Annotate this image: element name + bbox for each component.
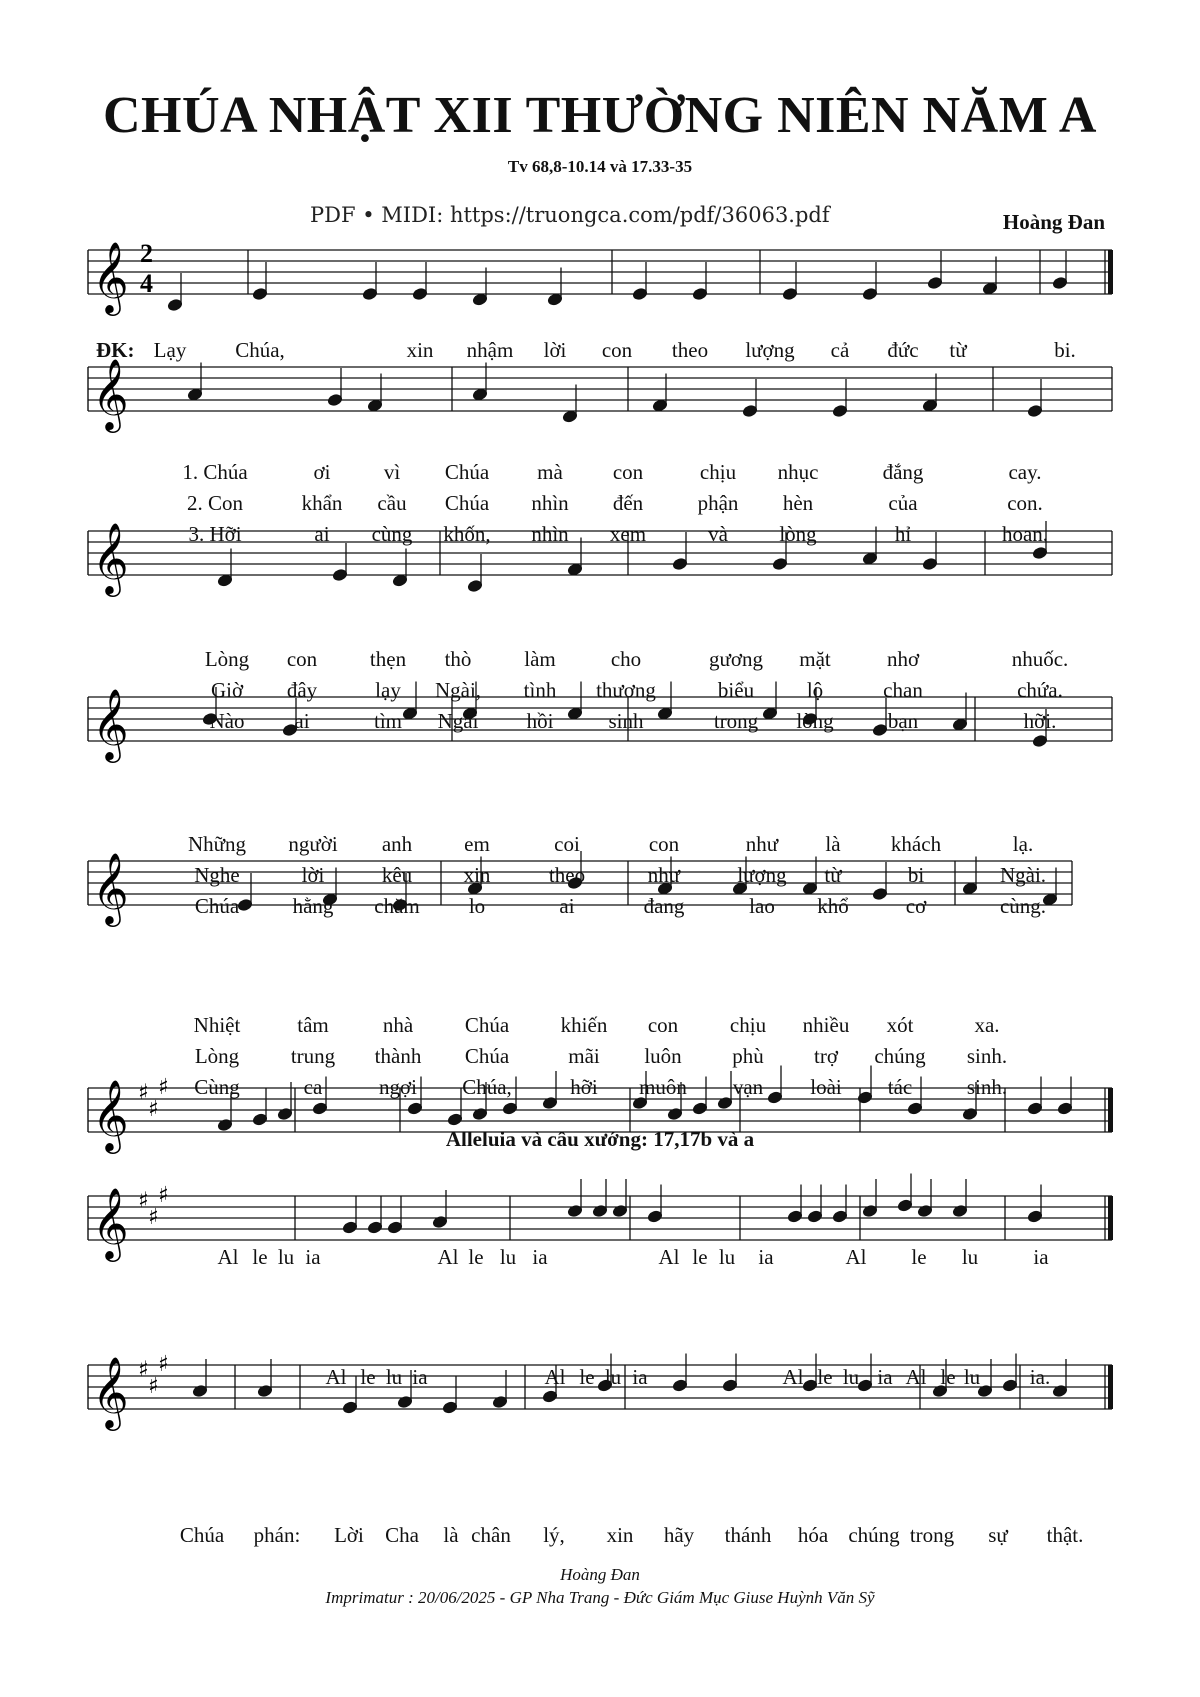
verse-final-lyric: xin [606, 1523, 634, 1547]
alleluia-lyric: lu [718, 1245, 736, 1269]
verse-final-lyric: thật. [1046, 1523, 1084, 1547]
verse-lyric: tình [523, 678, 557, 702]
verse-lyric: cho [610, 647, 642, 671]
verse-lyric: mặt [799, 647, 831, 671]
footer-imprimatur: Imprimatur : 20/06/2025 - GP Nha Trang - Đức Giám Mục Giuse Huỳnh Văn Sỹ [325, 1588, 875, 1607]
verse-lyric: khẩn [301, 491, 343, 515]
refrain-lyric: nhậm [466, 338, 514, 362]
verse-lyric: vạn [732, 1075, 764, 1099]
verse-lyric: xót [886, 1013, 914, 1037]
verse-lyric: hỡi [570, 1075, 598, 1099]
verse-lyric: nhìn [531, 522, 569, 546]
refrain-lyric: con [601, 338, 633, 362]
alleluia-lyric: lu [961, 1245, 979, 1269]
alleluia-lyric: Al [905, 1365, 927, 1389]
verse-lyric: và [708, 522, 728, 546]
refrain-lyric: Chúa, [235, 338, 285, 362]
verse-lyric: lượng [737, 863, 787, 887]
alleluia-lyric: le [252, 1245, 268, 1269]
verse-lyric: chứa. [1017, 678, 1063, 702]
verse-lyric: khổ [817, 894, 849, 918]
alleluia-lyric: le [817, 1365, 833, 1389]
key-sharp: ♯ [148, 1205, 159, 1230]
alleluia-lyric: ia [758, 1245, 774, 1269]
verse-lyric: trung [290, 1044, 336, 1068]
verse-final-lyric: Cha [385, 1523, 419, 1547]
treble-clef: 𝄞 [92, 1355, 129, 1428]
verse-lyric: đang [643, 894, 685, 918]
alleluia-lyric: le [468, 1245, 484, 1269]
refrain-lyric: xin [406, 338, 434, 362]
verse-lyric: loài [810, 1075, 842, 1099]
treble-clef: 𝄞 [92, 851, 129, 924]
verse-lyric: cay. [1008, 460, 1042, 484]
alleluia-lyric: le [911, 1245, 927, 1269]
key-sharp: ♯ [148, 1097, 159, 1122]
alleluia-lyric: ia [412, 1365, 428, 1389]
composer-name: Hoàng Đan [1002, 210, 1105, 234]
alleluia-heading: Alleluia và câu xướng: 17,17b và a [445, 1127, 755, 1151]
verse-lyric: đến [612, 491, 644, 515]
verse-lyric: lao [749, 894, 775, 918]
verse-lyric: xin [463, 863, 491, 887]
verse-lyric: con [647, 1013, 679, 1037]
verse-lyric: gương [709, 647, 763, 671]
verse-lyric: xem [609, 522, 647, 546]
verse-lyric: trong [713, 709, 759, 733]
verse-lyric: nhơ [886, 647, 920, 671]
verse-lyric: hoan. [1001, 522, 1049, 546]
verse-lyric: ơi [313, 460, 331, 484]
verse-lyric: người [288, 832, 338, 856]
key-sharp: ♯ [158, 1183, 169, 1208]
alleluia-lyric: lu [842, 1365, 860, 1389]
verse-lyric: Nghe [194, 863, 240, 887]
time-signature-bottom: 4 [140, 269, 153, 298]
verse-lyric: em [464, 832, 490, 856]
verse-lyric: trợ [814, 1044, 838, 1068]
alleluia-lyric: ia. [1029, 1365, 1051, 1389]
verse-lyric: Nào [209, 709, 245, 733]
verse-lyric: hằng [292, 894, 334, 918]
treble-clef: 𝄞 [92, 1186, 129, 1259]
verse-lyric: hỡi. [1023, 709, 1057, 733]
alleluia-lyric: ia [632, 1365, 648, 1389]
verse-lyric: Chúa, [462, 1075, 512, 1099]
alleluia-lyric: Al [544, 1365, 566, 1389]
verse-lyric: như [647, 863, 681, 887]
verse-lyric: con [648, 832, 680, 856]
verse-lyric: anh [381, 832, 413, 856]
verse-lyric: nhà [382, 1013, 414, 1037]
verse-final-lyric: Chúa [179, 1523, 225, 1547]
verse-lyric: từ [824, 863, 842, 887]
verse-lyric: chịu [729, 1013, 767, 1037]
verse-lyric: Nhiệt [193, 1013, 241, 1037]
verse-lyric: bạn [887, 709, 919, 733]
refrain-marker: ĐK: [96, 338, 135, 362]
verse-final-lyric: chúng [848, 1523, 900, 1547]
verse-lyric: mà [537, 460, 563, 484]
alleluia-lyric: Al [845, 1245, 867, 1269]
verse-lyric: nhục [777, 460, 819, 484]
verse-lyric: xa. [974, 1013, 1000, 1037]
verse-lyric: Cùng [194, 1075, 240, 1099]
verse-lyric: lạ. [1012, 832, 1034, 856]
verse-final-lyric: Lời [334, 1523, 364, 1547]
key-sharp: ♯ [138, 1357, 149, 1383]
footer-author: Hoàng Đan [560, 1565, 640, 1584]
verse-lyric: lòng [779, 522, 817, 546]
alleluia-lyric: Al [782, 1365, 804, 1389]
treble-clef: 𝄞 [92, 1078, 129, 1151]
verse-lyric: khốn, [443, 522, 491, 546]
alleluia-lyric: lu [963, 1365, 981, 1389]
final-barline-thick [1108, 1196, 1113, 1240]
verse-lyric: coi [554, 832, 580, 856]
verse-lyric: tác [887, 1075, 913, 1099]
verse-lyric: kêu [381, 863, 413, 887]
refrain-lyric: bi. [1054, 338, 1076, 362]
verse-lyric: thương [596, 678, 656, 702]
verse-lyric: bi [907, 863, 925, 887]
verse-lyric: nhìn [531, 491, 569, 515]
verse-lyric: theo [548, 863, 586, 887]
alleluia-lyric: Al [217, 1245, 239, 1269]
final-barline-thick [1108, 1365, 1113, 1409]
treble-clef: 𝄞 [92, 240, 129, 313]
verse-lyric: khách [890, 832, 942, 856]
alleluia-lyric: Al [437, 1245, 459, 1269]
verse-lyric: ngợi [379, 1075, 417, 1099]
final-barline-thick [1108, 250, 1113, 294]
refrain-lyric: lượng [745, 338, 795, 362]
verse-lyric: 3. Hỡi [188, 522, 242, 546]
alleluia-lyric: ia [305, 1245, 321, 1269]
verse-lyric: thẹn [369, 647, 407, 671]
verse-lyric: luôn [644, 1044, 682, 1068]
refrain-lyric: lời [543, 338, 567, 362]
verse-lyric: lo [468, 894, 486, 918]
verse-lyric: sinh. [966, 1075, 1008, 1099]
verse-lyric: ca [303, 1075, 323, 1099]
alleluia-lyric: lu [604, 1365, 622, 1389]
refrain-lyric: Lạy [153, 338, 187, 362]
alleluia-lyric: le [579, 1365, 595, 1389]
verse-lyric: phận [697, 491, 739, 515]
verse-lyric: nhiều [802, 1013, 850, 1037]
verse-final-lyric: trong [909, 1523, 955, 1547]
verse-lyric: muôn [639, 1075, 687, 1099]
verse-final-lyric: hóa [797, 1523, 829, 1547]
key-sharp: ♯ [138, 1080, 149, 1106]
treble-clef: 𝄞 [92, 357, 129, 430]
verse-lyric: lạy [375, 678, 401, 702]
verse-lyric: lộ [806, 678, 824, 702]
verse-final-lyric: là [443, 1523, 459, 1547]
alleluia-lyric: le [692, 1245, 708, 1269]
verse-lyric: Ngài [437, 709, 479, 733]
pdf-midi-link[interactable]: PDF • MIDI: https://truongca.com/pdf/36063.pdf [310, 203, 830, 227]
alleluia-lyric: Al [658, 1245, 680, 1269]
verse-lyric: ai [559, 894, 575, 918]
alleluia-lyric: lu [385, 1365, 403, 1389]
alleluia-lyric: lu [499, 1245, 517, 1269]
verse-lyric: cùng. [999, 894, 1047, 918]
verse-lyric: đây [286, 678, 318, 702]
treble-clef: 𝄞 [92, 521, 129, 594]
verse-final-lyric: hãy [663, 1523, 695, 1547]
verse-lyric: cầu [377, 491, 407, 515]
verse-lyric: chăm [374, 894, 420, 918]
verse-final-lyric: lý, [543, 1523, 565, 1547]
final-barline-thick [1108, 1088, 1113, 1132]
key-sharp: ♯ [148, 1374, 159, 1399]
verse-lyric: Ngài, [434, 678, 482, 702]
verse-lyric: con [612, 460, 644, 484]
treble-clef: 𝄞 [92, 687, 129, 760]
verse-lyric: ai [294, 709, 310, 733]
verse-final-lyric: sự [988, 1523, 1008, 1547]
verse-lyric: Giờ [210, 678, 244, 702]
verse-lyric: khiến [560, 1013, 608, 1037]
verse-lyric: sinh [608, 709, 644, 733]
verse-lyric: mãi [568, 1044, 600, 1068]
verse-lyric: sinh. [966, 1044, 1008, 1068]
verse-lyric: hỉ [894, 522, 912, 546]
verse-lyric: tâm [297, 1013, 329, 1037]
key-sharp: ♯ [138, 1188, 149, 1214]
key-sharp: ♯ [158, 1075, 169, 1100]
verse-lyric: lòng [796, 709, 834, 733]
alleluia-lyric: le [940, 1365, 956, 1389]
alleluia-lyric: ia [1033, 1245, 1049, 1269]
verse-lyric: Những [187, 832, 247, 856]
verse-lyric: biểu [717, 678, 755, 702]
refrain-lyric: theo [671, 338, 709, 362]
key-sharp: ♯ [158, 1352, 169, 1377]
alleluia-lyric: Al [325, 1365, 347, 1389]
verse-lyric: vì [383, 460, 401, 484]
time-signature-top: 2 [140, 239, 153, 268]
verse-lyric: chúng [874, 1044, 926, 1068]
verse-final-lyric: phán: [253, 1523, 301, 1547]
verse-lyric: Chúa [464, 1013, 510, 1037]
verse-lyric: lời [301, 863, 325, 887]
verse-lyric: thò [444, 647, 472, 671]
alleluia-lyric: le [360, 1365, 376, 1389]
verse-lyric: cơ [905, 894, 927, 918]
verse-lyric: hồi [526, 709, 554, 733]
verse-lyric: con. [1007, 491, 1043, 515]
alleluia-lyric: lu [277, 1245, 295, 1269]
verse-lyric: Lòng [194, 1044, 240, 1068]
verse-lyric: phù [732, 1044, 764, 1068]
verse-lyric: Chúa [464, 1044, 510, 1068]
verse-lyric: là [825, 832, 841, 856]
verse-final-lyric: thánh [724, 1523, 772, 1547]
refrain-lyric: cả [830, 338, 850, 362]
verse-lyric: nhuốc. [1011, 647, 1069, 671]
verse-lyric: chan [883, 678, 923, 702]
verse-lyric: cùng [371, 522, 413, 546]
song-title: CHÚA NHẬT XII THƯỜNG NIÊN NĂM A [103, 87, 1097, 144]
verse-lyric: thành [374, 1044, 422, 1068]
alleluia-lyric: ia [532, 1245, 548, 1269]
verse-lyric: làm [524, 647, 556, 671]
verse-lyric: 2. Con [186, 491, 244, 515]
verse-lyric: Lòng [204, 647, 250, 671]
verse-lyric: hèn [782, 491, 814, 515]
verse-lyric: ai [314, 522, 330, 546]
verse-lyric: đắng [882, 460, 924, 484]
refrain-lyric: đức [887, 338, 919, 362]
verse-lyric: Ngài. [999, 863, 1047, 887]
verse-lyric: Chúa [444, 460, 490, 484]
verse-lyric: 1. Chúa [182, 460, 248, 484]
refrain-lyric: từ [949, 338, 967, 362]
verse-lyric: chịu [699, 460, 737, 484]
verse-lyric: Chúa [444, 491, 490, 515]
verse-lyric: tìm [373, 709, 403, 733]
verse-final-lyric: chân [471, 1523, 511, 1547]
verse-lyric: như [745, 832, 779, 856]
verse-lyric: Chúa [194, 894, 240, 918]
verse-lyric: con [286, 647, 318, 671]
verse-lyric: của [888, 491, 918, 515]
psalm-reference: Tv 68,8-10.14 và 17.33-35 [507, 157, 693, 176]
alleluia-lyric: ia [877, 1365, 893, 1389]
